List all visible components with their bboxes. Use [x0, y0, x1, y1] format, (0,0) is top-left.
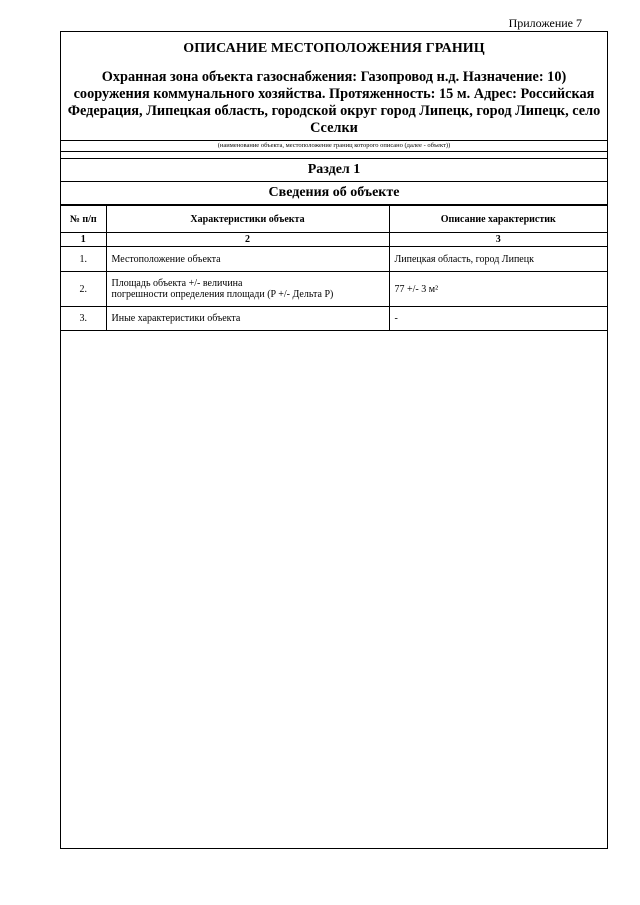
header-description: Описание характеристик: [389, 206, 607, 233]
section-title: Раздел 1: [61, 159, 607, 182]
row-characteristic-line: Площадь объекта +/- величина: [111, 278, 243, 289]
row-number: 1.: [61, 247, 106, 272]
document-title: ОПИСАНИЕ МЕСТОПОЛОЖЕНИЯ ГРАНИЦ: [183, 41, 485, 56]
column-number: 3: [389, 233, 607, 247]
appendix-label: Приложение 7: [508, 16, 582, 30]
row-description: Липецкая область, город Липецк: [389, 247, 607, 272]
object-line: сооружения коммунального хозяйства. Протяженность: 15 м. Адрес: Российская: [73, 86, 595, 102]
row-number: 3.: [61, 307, 106, 331]
table-row: [61, 307, 607, 331]
object-line: Сселки: [310, 120, 358, 136]
table-row: [61, 247, 607, 272]
header-characteristics: Характеристики объекта: [106, 206, 389, 233]
table-header-row: [61, 206, 607, 233]
object-line: Федерация, Липецкая область, городской округ город Липецк, город Липецк, село: [67, 103, 601, 119]
object-description: [63, 69, 605, 137]
row-characteristic-line: погрешности определения площади (P +/- Дельта P): [111, 289, 334, 300]
document-frame: [60, 31, 608, 849]
row-description: 77 +/- 3 м²: [389, 272, 607, 307]
row-characteristic: Иные характеристики объекта: [106, 307, 389, 331]
row-characteristic: Местоположение объекта: [106, 247, 389, 272]
object-caption: (наименование объекта, местоположение границ которого описано (далее - объект)): [61, 140, 607, 151]
column-number: 1: [61, 233, 106, 247]
column-number-row: [61, 233, 607, 247]
column-number: 2: [106, 233, 389, 247]
row-characteristic: [106, 272, 389, 307]
subsection-title: Сведения об объекте: [61, 182, 607, 205]
separator: [61, 151, 607, 159]
object-line: Охранная зона объекта газоснабжения: Газопровод н.д. Назначение: 10): [101, 69, 567, 85]
header-number: № п/п: [61, 206, 106, 233]
row-number: 2.: [61, 272, 106, 307]
table-row: [61, 272, 607, 307]
row-description: -: [389, 307, 607, 331]
object-info-table: [61, 205, 607, 331]
